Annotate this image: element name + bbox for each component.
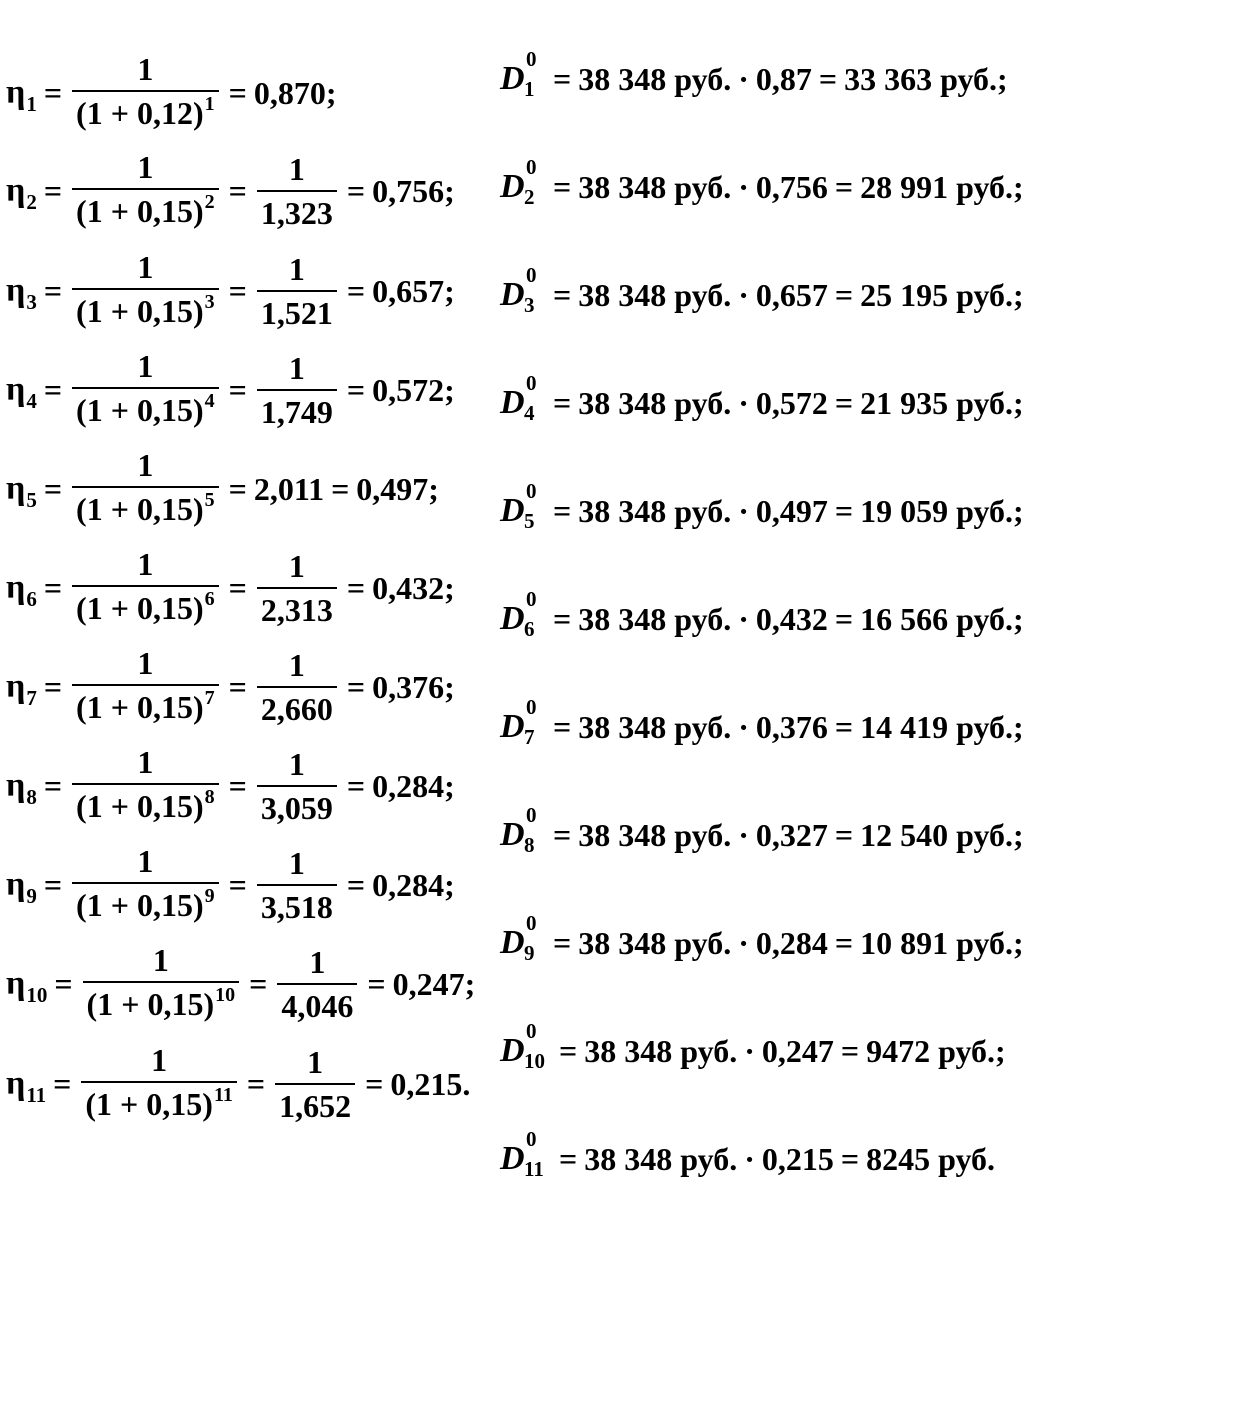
denominator-base: (1 + 0,15) bbox=[76, 787, 204, 824]
multiply-dot: · bbox=[738, 924, 749, 961]
fraction-numerator: 1 bbox=[151, 1041, 168, 1078]
denominator-base: (1 + 0,15) bbox=[76, 688, 204, 725]
d-subscript: 8 bbox=[524, 833, 535, 857]
d-letter: D bbox=[500, 384, 525, 421]
eta-equation bbox=[6, 939, 475, 1029]
eta-symbol bbox=[6, 965, 48, 1007]
discount-factor-column bbox=[6, 0, 486, 1180]
equals-sign: = bbox=[43, 272, 63, 309]
d-subscript: 1 bbox=[524, 77, 535, 101]
equals-sign: = bbox=[346, 866, 366, 903]
equals-sign: = bbox=[553, 60, 572, 97]
eta-subscript: 2 bbox=[26, 190, 37, 214]
denominator-power: 1 bbox=[204, 92, 215, 115]
fraction-denominator: 1,652 bbox=[275, 1083, 355, 1124]
fraction-denominator: 3,518 bbox=[257, 884, 337, 925]
equals-sign: = bbox=[346, 569, 366, 606]
income-result: 8245 руб. bbox=[866, 1140, 996, 1177]
denominator-power: 5 bbox=[204, 488, 215, 511]
fraction-denominator bbox=[81, 1081, 236, 1127]
eta-subscript: 4 bbox=[26, 389, 37, 413]
equals-sign: = bbox=[840, 1140, 860, 1177]
eta-result: 0,572; bbox=[372, 371, 455, 408]
fraction-denominator bbox=[72, 882, 219, 928]
fraction-numerator: 1 bbox=[288, 647, 305, 683]
denominator-power: 2 bbox=[204, 190, 215, 213]
fraction-denominator: 3,059 bbox=[257, 785, 337, 826]
eta-letter: η bbox=[6, 965, 26, 1002]
denominator-base: (1 + 0,15) bbox=[76, 192, 204, 229]
d-superscript: 0 bbox=[526, 695, 537, 719]
income-result: 10 891 руб.; bbox=[860, 924, 1024, 961]
multiply-dot: · bbox=[738, 168, 749, 205]
income-equation bbox=[500, 587, 1024, 644]
equals-sign: = bbox=[43, 74, 63, 111]
equals-sign: = bbox=[43, 866, 63, 903]
equals-sign: = bbox=[228, 668, 247, 705]
equals-sign: = bbox=[834, 492, 854, 529]
income-equation bbox=[500, 1019, 1006, 1076]
fraction-denominator bbox=[72, 188, 219, 234]
income-result: 16 566 руб.; bbox=[860, 600, 1024, 637]
eta-result: 0,284; bbox=[372, 767, 455, 804]
fraction-numerator: 1 bbox=[137, 347, 154, 384]
d-subscript: 11 bbox=[524, 1157, 544, 1181]
discount-factor: 0,327 bbox=[755, 816, 828, 853]
denominator-base: (1 + 0,12) bbox=[76, 94, 204, 131]
d-superscript: 0 bbox=[526, 803, 537, 827]
eta-letter: η bbox=[6, 767, 26, 804]
income-result: 14 419 руб.; bbox=[860, 708, 1024, 745]
discount-fraction bbox=[72, 645, 219, 730]
discount-factor: 0,657 bbox=[755, 276, 828, 313]
eta-subscript: 8 bbox=[26, 785, 37, 809]
d-letter: D bbox=[500, 708, 525, 745]
fraction-numerator: 1 bbox=[288, 350, 305, 386]
equals-sign: = bbox=[365, 1065, 384, 1102]
equals-sign: = bbox=[346, 668, 366, 705]
discount-fraction bbox=[72, 249, 219, 334]
equals-sign: = bbox=[834, 816, 854, 853]
discount-factor: 0,284 bbox=[755, 924, 828, 961]
equals-sign: = bbox=[834, 276, 854, 313]
eta-result: 0,497; bbox=[356, 470, 439, 507]
fraction-numerator: 1 bbox=[288, 151, 305, 187]
d-symbol bbox=[500, 371, 546, 425]
reciprocal-fraction bbox=[257, 548, 337, 628]
fraction-denominator bbox=[72, 90, 219, 136]
discount-factor: 0,756 bbox=[755, 168, 828, 205]
eta-subscript: 11 bbox=[26, 1083, 47, 1107]
eta-subscript: 1 bbox=[26, 92, 37, 116]
income-result: 25 195 руб.; bbox=[860, 276, 1024, 313]
discount-fraction bbox=[83, 942, 240, 1027]
reciprocal-fraction bbox=[257, 746, 337, 826]
eta-result: 0,657; bbox=[372, 272, 455, 309]
d-subscript: 7 bbox=[524, 725, 535, 749]
eta-symbol bbox=[6, 569, 37, 611]
discount-fraction bbox=[72, 546, 219, 631]
reciprocal-fraction bbox=[257, 845, 337, 925]
reciprocal-fraction bbox=[257, 350, 337, 430]
equals-sign: = bbox=[553, 492, 572, 529]
equals-sign: = bbox=[834, 924, 854, 961]
equals-sign: = bbox=[346, 767, 366, 804]
d-letter: D bbox=[500, 1140, 525, 1177]
reciprocal-fraction bbox=[257, 151, 337, 231]
eta-equation bbox=[6, 840, 455, 930]
d-symbol bbox=[500, 1127, 552, 1181]
discount-factor: 0,376 bbox=[755, 708, 828, 745]
fraction-denominator bbox=[72, 387, 219, 433]
multiply-dot: · bbox=[738, 60, 749, 97]
denominator-base: (1 + 0,15) bbox=[86, 985, 215, 1022]
income-equation bbox=[500, 803, 1024, 860]
eta-result: 0,870; bbox=[253, 74, 337, 111]
equals-sign: = bbox=[43, 172, 63, 209]
denominator-base: (1 + 0,15) bbox=[85, 1085, 213, 1122]
base-amount: 38 348 руб. bbox=[578, 816, 732, 853]
eta-result: 0,247; bbox=[392, 965, 476, 1002]
income-equation bbox=[500, 155, 1024, 212]
equals-sign: = bbox=[834, 708, 854, 745]
d-symbol bbox=[500, 47, 546, 101]
base-amount: 38 348 руб. bbox=[578, 600, 732, 637]
eta-letter: η bbox=[6, 569, 26, 606]
discount-factor: 0,497 bbox=[755, 492, 828, 529]
eta-symbol bbox=[6, 272, 37, 314]
d-subscript: 5 bbox=[524, 509, 535, 533]
eta-letter: η bbox=[6, 74, 26, 111]
discount-fraction bbox=[72, 348, 219, 433]
eta-symbol bbox=[6, 74, 37, 116]
equals-sign: = bbox=[246, 1065, 266, 1102]
eta-result: 0,284; bbox=[372, 866, 455, 903]
denominator-base: (1 + 0,15) bbox=[76, 490, 204, 527]
eta-letter: η bbox=[6, 866, 26, 903]
eta-letter: η bbox=[6, 668, 26, 705]
denominator-base: (1 + 0,15) bbox=[76, 391, 204, 428]
fraction-numerator: 1 bbox=[288, 548, 305, 584]
equals-sign: = bbox=[53, 1065, 72, 1102]
eta-symbol bbox=[6, 371, 37, 413]
fraction-denominator bbox=[72, 684, 219, 730]
fraction-numerator: 1 bbox=[137, 148, 154, 185]
equals-sign: = bbox=[43, 371, 63, 408]
equals-sign: = bbox=[834, 384, 854, 421]
base-amount: 38 348 руб. bbox=[578, 276, 732, 313]
d-superscript: 0 bbox=[526, 911, 537, 935]
d-symbol bbox=[500, 803, 546, 857]
d-symbol bbox=[500, 911, 546, 965]
discount-fraction bbox=[72, 149, 219, 234]
equals-sign: = bbox=[346, 172, 366, 209]
eta-letter: η bbox=[6, 470, 26, 507]
d-superscript: 0 bbox=[526, 263, 537, 287]
fraction-numerator: 1 bbox=[309, 944, 326, 980]
eta-letter: η bbox=[6, 272, 26, 309]
discount-factor: 0,432 bbox=[755, 600, 828, 637]
eta-equation bbox=[6, 345, 455, 435]
fraction-denominator: 4,046 bbox=[277, 983, 357, 1024]
equals-sign: = bbox=[228, 172, 247, 209]
eta-subscript: 5 bbox=[26, 488, 37, 512]
multiply-dot: · bbox=[744, 1140, 755, 1177]
d-symbol bbox=[500, 479, 546, 533]
equals-sign: = bbox=[249, 965, 268, 1002]
reciprocal-fraction bbox=[257, 251, 337, 331]
equals-sign: = bbox=[553, 600, 572, 637]
denominator-power: 11 bbox=[213, 1083, 233, 1106]
equals-sign: = bbox=[228, 866, 247, 903]
eta-subscript: 3 bbox=[26, 290, 37, 314]
denominator-power: 6 bbox=[204, 587, 215, 610]
fraction-denominator bbox=[72, 486, 219, 532]
base-amount: 38 348 руб. bbox=[578, 708, 732, 745]
d-symbol bbox=[500, 695, 546, 749]
intermediate-value: 2,011 bbox=[253, 470, 325, 507]
income-equation bbox=[500, 911, 1024, 968]
fraction-denominator: 2,660 bbox=[257, 686, 337, 727]
eta-letter: η bbox=[6, 1065, 26, 1102]
d-subscript: 3 bbox=[524, 293, 535, 317]
d-symbol bbox=[500, 1019, 552, 1073]
equals-sign: = bbox=[346, 371, 366, 408]
equals-sign: = bbox=[553, 816, 572, 853]
base-amount: 38 348 руб. bbox=[578, 492, 732, 529]
d-letter: D bbox=[500, 276, 525, 313]
multiply-dot: · bbox=[738, 384, 749, 421]
fraction-denominator: 2,313 bbox=[257, 587, 337, 628]
eta-symbol bbox=[6, 767, 37, 809]
equals-sign: = bbox=[818, 60, 838, 97]
fraction-denominator: 1,749 bbox=[257, 389, 337, 430]
equals-sign: = bbox=[228, 272, 247, 309]
eta-symbol bbox=[6, 470, 37, 512]
fraction-numerator: 1 bbox=[137, 248, 154, 285]
denominator-power: 3 bbox=[204, 290, 215, 313]
d-letter: D bbox=[500, 816, 525, 853]
income-result: 21 935 руб.; bbox=[860, 384, 1024, 421]
base-amount: 38 348 руб. bbox=[578, 384, 732, 421]
fraction-numerator: 1 bbox=[137, 644, 154, 681]
income-result: 9472 руб.; bbox=[866, 1032, 1006, 1069]
denominator-power: 10 bbox=[215, 983, 236, 1006]
equals-sign: = bbox=[228, 371, 247, 408]
discount-factor: 0,247 bbox=[761, 1032, 834, 1069]
equals-sign: = bbox=[367, 965, 386, 1002]
eta-equation bbox=[6, 146, 455, 236]
denominator-power: 4 bbox=[204, 389, 215, 412]
eta-subscript: 6 bbox=[26, 587, 37, 611]
equals-sign: = bbox=[346, 272, 366, 309]
base-amount: 38 348 руб. bbox=[578, 924, 732, 961]
base-amount: 38 348 руб. bbox=[578, 60, 732, 97]
equals-sign: = bbox=[834, 600, 854, 637]
income-equation bbox=[500, 371, 1024, 428]
equals-sign: = bbox=[553, 276, 572, 313]
d-superscript: 0 bbox=[526, 587, 537, 611]
fraction-numerator: 1 bbox=[137, 50, 154, 87]
multiply-dot: · bbox=[738, 600, 749, 637]
multiply-dot: · bbox=[744, 1032, 755, 1069]
equals-sign: = bbox=[228, 767, 247, 804]
eta-equation bbox=[6, 246, 455, 336]
income-result: 12 540 руб.; bbox=[860, 816, 1024, 853]
eta-letter: η bbox=[6, 172, 26, 209]
equals-sign: = bbox=[228, 569, 247, 606]
d-subscript: 10 bbox=[524, 1049, 545, 1073]
fraction-denominator bbox=[72, 288, 219, 334]
eta-equation bbox=[6, 1039, 470, 1129]
eta-result: 0,376; bbox=[372, 668, 455, 705]
reciprocal-fraction bbox=[277, 944, 357, 1024]
equals-sign: = bbox=[54, 965, 73, 1002]
eta-symbol bbox=[6, 668, 37, 710]
d-superscript: 0 bbox=[526, 479, 537, 503]
fraction-denominator: 1,323 bbox=[257, 190, 337, 231]
income-equation bbox=[500, 695, 1024, 752]
equals-sign: = bbox=[43, 569, 63, 606]
discount-factor: 0,87 bbox=[755, 60, 812, 97]
fraction-denominator bbox=[83, 981, 240, 1027]
eta-symbol bbox=[6, 1065, 47, 1107]
d-superscript: 0 bbox=[526, 155, 537, 179]
eta-subscript: 9 bbox=[26, 884, 37, 908]
income-result: 33 363 руб.; bbox=[844, 60, 1008, 97]
eta-equation bbox=[6, 444, 439, 534]
equals-sign: = bbox=[834, 168, 854, 205]
fraction-numerator: 1 bbox=[288, 845, 305, 881]
d-subscript: 9 bbox=[524, 941, 535, 965]
d-letter: D bbox=[500, 492, 525, 529]
fraction-denominator bbox=[72, 783, 219, 829]
base-amount: 38 348 руб. bbox=[584, 1140, 738, 1177]
base-amount: 38 348 руб. bbox=[584, 1032, 738, 1069]
fraction-numerator: 1 bbox=[137, 446, 154, 483]
equals-sign: = bbox=[331, 470, 350, 507]
income-equation bbox=[500, 479, 1024, 536]
multiply-dot: · bbox=[738, 276, 749, 313]
eta-subscript: 7 bbox=[26, 686, 37, 710]
fraction-numerator: 1 bbox=[288, 251, 305, 287]
income-result: 28 991 руб.; bbox=[860, 168, 1024, 205]
discount-factor: 0,215 bbox=[761, 1140, 834, 1177]
equals-sign: = bbox=[553, 924, 572, 961]
discount-fraction bbox=[72, 51, 219, 136]
denominator-base: (1 + 0,15) bbox=[76, 589, 204, 626]
denominator-base: (1 + 0,15) bbox=[76, 292, 204, 329]
discount-factor: 0,572 bbox=[755, 384, 828, 421]
fraction-numerator: 1 bbox=[307, 1044, 324, 1080]
equals-sign: = bbox=[43, 470, 63, 507]
d-superscript: 0 bbox=[526, 47, 537, 71]
fraction-numerator: 1 bbox=[152, 941, 169, 978]
fraction-denominator bbox=[72, 585, 219, 631]
equals-sign: = bbox=[559, 1032, 578, 1069]
d-symbol bbox=[500, 155, 546, 209]
fraction-denominator: 1,521 bbox=[257, 290, 337, 331]
d-letter: D bbox=[500, 924, 525, 961]
d-letter: D bbox=[500, 60, 525, 97]
eta-symbol bbox=[6, 866, 37, 908]
multiply-dot: · bbox=[738, 708, 749, 745]
eta-symbol bbox=[6, 172, 37, 214]
d-symbol bbox=[500, 587, 546, 641]
equals-sign: = bbox=[553, 384, 572, 421]
equals-sign: = bbox=[840, 1032, 860, 1069]
discount-fraction bbox=[72, 447, 219, 532]
d-letter: D bbox=[500, 1032, 525, 1069]
eta-result: 0,432; bbox=[372, 569, 455, 606]
d-superscript: 0 bbox=[526, 1127, 537, 1151]
reciprocal-fraction bbox=[257, 647, 337, 727]
discounted-income-column bbox=[500, 0, 1220, 1200]
equals-sign: = bbox=[43, 668, 63, 705]
income-equation bbox=[500, 47, 1008, 104]
eta-subscript: 10 bbox=[26, 983, 48, 1007]
eta-result: 0,215. bbox=[390, 1065, 471, 1102]
d-symbol bbox=[500, 263, 546, 317]
discount-fraction bbox=[81, 1042, 236, 1127]
eta-equation bbox=[6, 543, 455, 633]
d-superscript: 0 bbox=[526, 371, 537, 395]
equals-sign: = bbox=[553, 168, 572, 205]
reciprocal-fraction bbox=[275, 1044, 355, 1124]
fraction-numerator: 1 bbox=[288, 746, 305, 782]
equals-sign: = bbox=[553, 708, 572, 745]
d-subscript: 6 bbox=[524, 617, 535, 641]
fraction-numerator: 1 bbox=[137, 743, 154, 780]
denominator-power: 9 bbox=[204, 884, 215, 907]
eta-equation bbox=[6, 48, 336, 138]
multiply-dot: · bbox=[738, 492, 749, 529]
multiply-dot: · bbox=[738, 816, 749, 853]
equals-sign: = bbox=[559, 1140, 578, 1177]
equals-sign: = bbox=[228, 470, 247, 507]
fraction-numerator: 1 bbox=[137, 545, 154, 582]
eta-letter: η bbox=[6, 371, 26, 408]
d-letter: D bbox=[500, 600, 525, 637]
equals-sign: = bbox=[43, 767, 63, 804]
fraction-numerator: 1 bbox=[137, 842, 154, 879]
income-result: 19 059 руб.; bbox=[860, 492, 1024, 529]
d-letter: D bbox=[500, 168, 525, 205]
discount-fraction bbox=[72, 744, 219, 829]
denominator-base: (1 + 0,15) bbox=[76, 886, 204, 923]
d-subscript: 4 bbox=[524, 401, 535, 425]
base-amount: 38 348 руб. bbox=[578, 168, 732, 205]
eta-equation bbox=[6, 741, 455, 831]
discount-fraction bbox=[72, 843, 219, 928]
d-superscript: 0 bbox=[526, 1019, 537, 1043]
denominator-power: 8 bbox=[204, 785, 215, 808]
d-subscript: 2 bbox=[524, 185, 535, 209]
equals-sign: = bbox=[228, 74, 247, 111]
income-equation bbox=[500, 1127, 996, 1184]
denominator-power: 7 bbox=[204, 686, 215, 709]
eta-result: 0,756; bbox=[372, 172, 455, 209]
income-equation bbox=[500, 263, 1024, 320]
eta-equation bbox=[6, 642, 455, 732]
